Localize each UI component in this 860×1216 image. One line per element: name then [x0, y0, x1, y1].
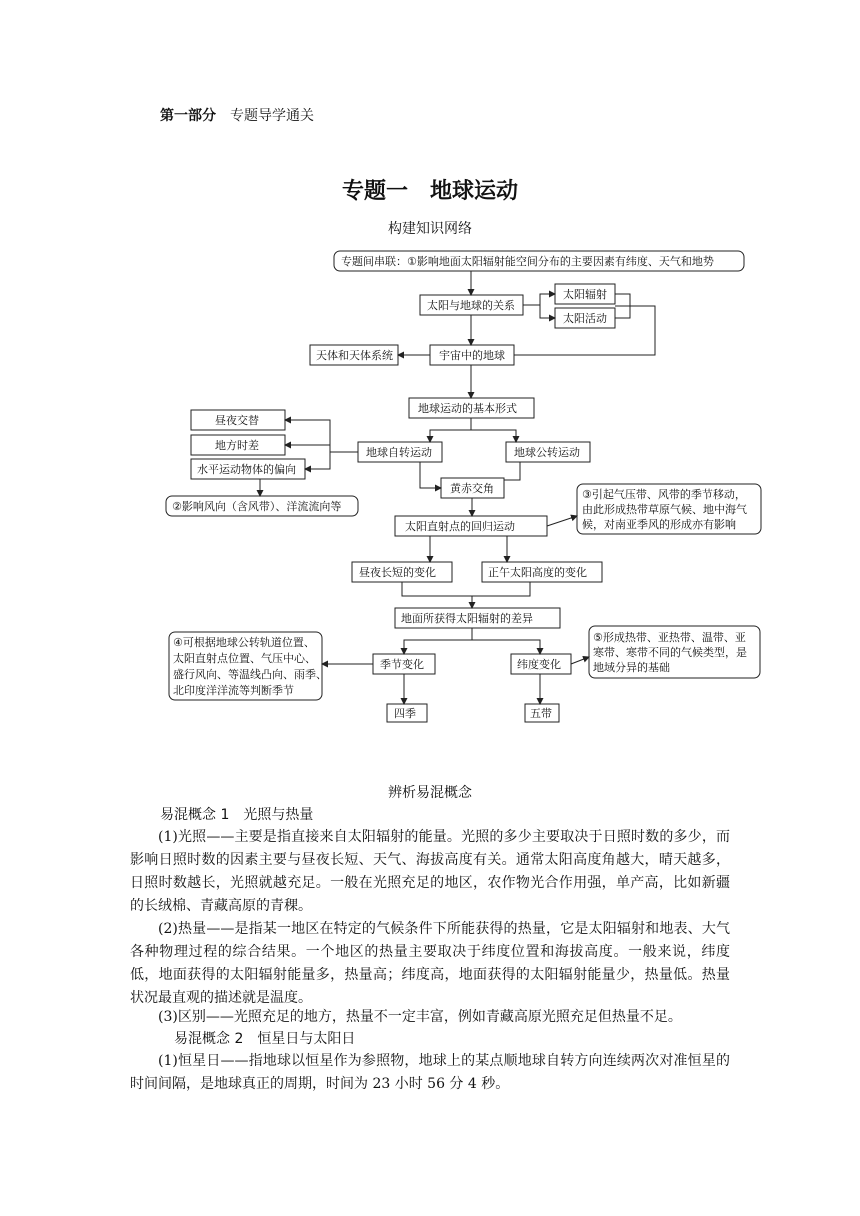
- deflection-text: 水平运动物体的偏向: [197, 463, 296, 476]
- concept2-paragraph1: (1)恒星日——指地球以恒星作为参照物，地球上的某点顺地球自转方向连续两次对准恒星的时间间隔，是地球真正的周期，时间为 23 小时 56 分 4 秒。: [130, 1053, 730, 1092]
- direct-point-text: 太阳直射点的回归运动: [405, 520, 515, 533]
- obliquity-text: 黄赤交角: [450, 482, 494, 495]
- note4-line2: 太阳直射点位置、气压中心、: [173, 652, 316, 665]
- note3-line3: 候，对南亚季风的形成亦有影响: [582, 518, 736, 531]
- note5-line3: 地域分异的基础: [593, 661, 670, 674]
- note5-line1: ⑤形成热带、亚热带、温带、亚: [593, 631, 746, 644]
- note5-line2: 寒带、寒带不同的气候类型，是: [593, 646, 747, 659]
- concept1-paragraph1: (1)光照——主要是指直接来自太阳辐射的能量。光照的多少主要取决于日照时数的多少，而影响日照时数的因素主要与昼夜长短、天气、海拔高度有关。通常太阳高度角越大，晴天越多，日照时数越长，光照就越充足。一般在光照充足的地区，农作物光合作用强，单产高，比如新疆的长绒棉、青藏高原的青稞。: [130, 829, 730, 914]
- basic-forms-text: 地球运动的基本形式: [418, 402, 517, 415]
- seasonal-text: 季节变化: [380, 658, 424, 671]
- note3-line1: ③引起气压带、风带的季节移动，: [582, 488, 746, 501]
- rotation-text: 地球自转运动: [366, 446, 432, 459]
- wind-note-text: ②影响风向（含风带）、洋流流向等: [172, 500, 342, 513]
- note4-line4: 北印度洋洋流等判断季节: [173, 684, 294, 697]
- part-label: 第一部分: [160, 108, 216, 124]
- solar-radiation-text: 太阳辐射: [563, 288, 607, 301]
- five-zones-text: 五带: [530, 707, 552, 720]
- page-title: 专题一 地球运动: [341, 179, 518, 204]
- concept2-title: 易混概念 2 恒星日与太阳日: [174, 1031, 356, 1047]
- diagram-subtitle: 构建知识网络: [388, 221, 472, 237]
- noon-altitude-text: 正午太阳高度的变化: [488, 566, 587, 579]
- celestial-text: 天体和天体系统: [316, 349, 393, 362]
- earth-in-universe-text: 宇宙中的地球: [439, 349, 505, 362]
- section-title-confusing-concepts: 辨析易混概念: [388, 785, 472, 801]
- sun-earth-text: 太阳与地球的关系: [427, 299, 515, 312]
- top-note-text: 专题间串联：①影响地面太阳辐射能空间分布的主要因素有纬度、天气和地势: [341, 255, 714, 268]
- day-length-text: 昼夜长短的变化: [359, 566, 436, 579]
- day-night-text: 昼夜交替: [215, 414, 259, 427]
- four-seasons-text: 四季: [394, 707, 416, 720]
- solar-activity-text: 太阳活动: [563, 312, 607, 325]
- latitudinal-text: 纬度变化: [517, 658, 561, 671]
- concept1-paragraph3: (3)区别——光照充足的地方，热量不一定丰富，例如青藏高原光照充足但热量不足。: [158, 1009, 682, 1025]
- concept1-title: 易混概念 1 光照与热量: [160, 807, 314, 823]
- section-label: 专题导学通关: [230, 108, 314, 124]
- note3-line2: 由此形成热带草原气候、地中海气: [582, 503, 747, 516]
- concept1-paragraph2: (2)热量——是指某一地区在特定的气候条件下所能获得的热量，它是太阳辐射和地表、大气各种物理过程的综合结果。一个地区的热量主要取决于纬度位置和海拔高度。一般来说，纬度低，地面获得的太阳辐射能量多，热量高；纬度高，地面获得的太阳辐射能量少，热量低。热量状况最直观的描述就是温度。: [130, 921, 730, 1006]
- note4-line3: 盛行风向、等温线凸向、雨季、: [173, 668, 327, 681]
- revolution-text: 地球公转运动: [514, 446, 580, 459]
- note4-line1: ④可根据地球公转轨道位置、: [173, 636, 315, 649]
- radiation-diff-text: 地面所获得太阳辐射的差异: [401, 612, 533, 625]
- local-time-text: 地方时差: [215, 439, 259, 452]
